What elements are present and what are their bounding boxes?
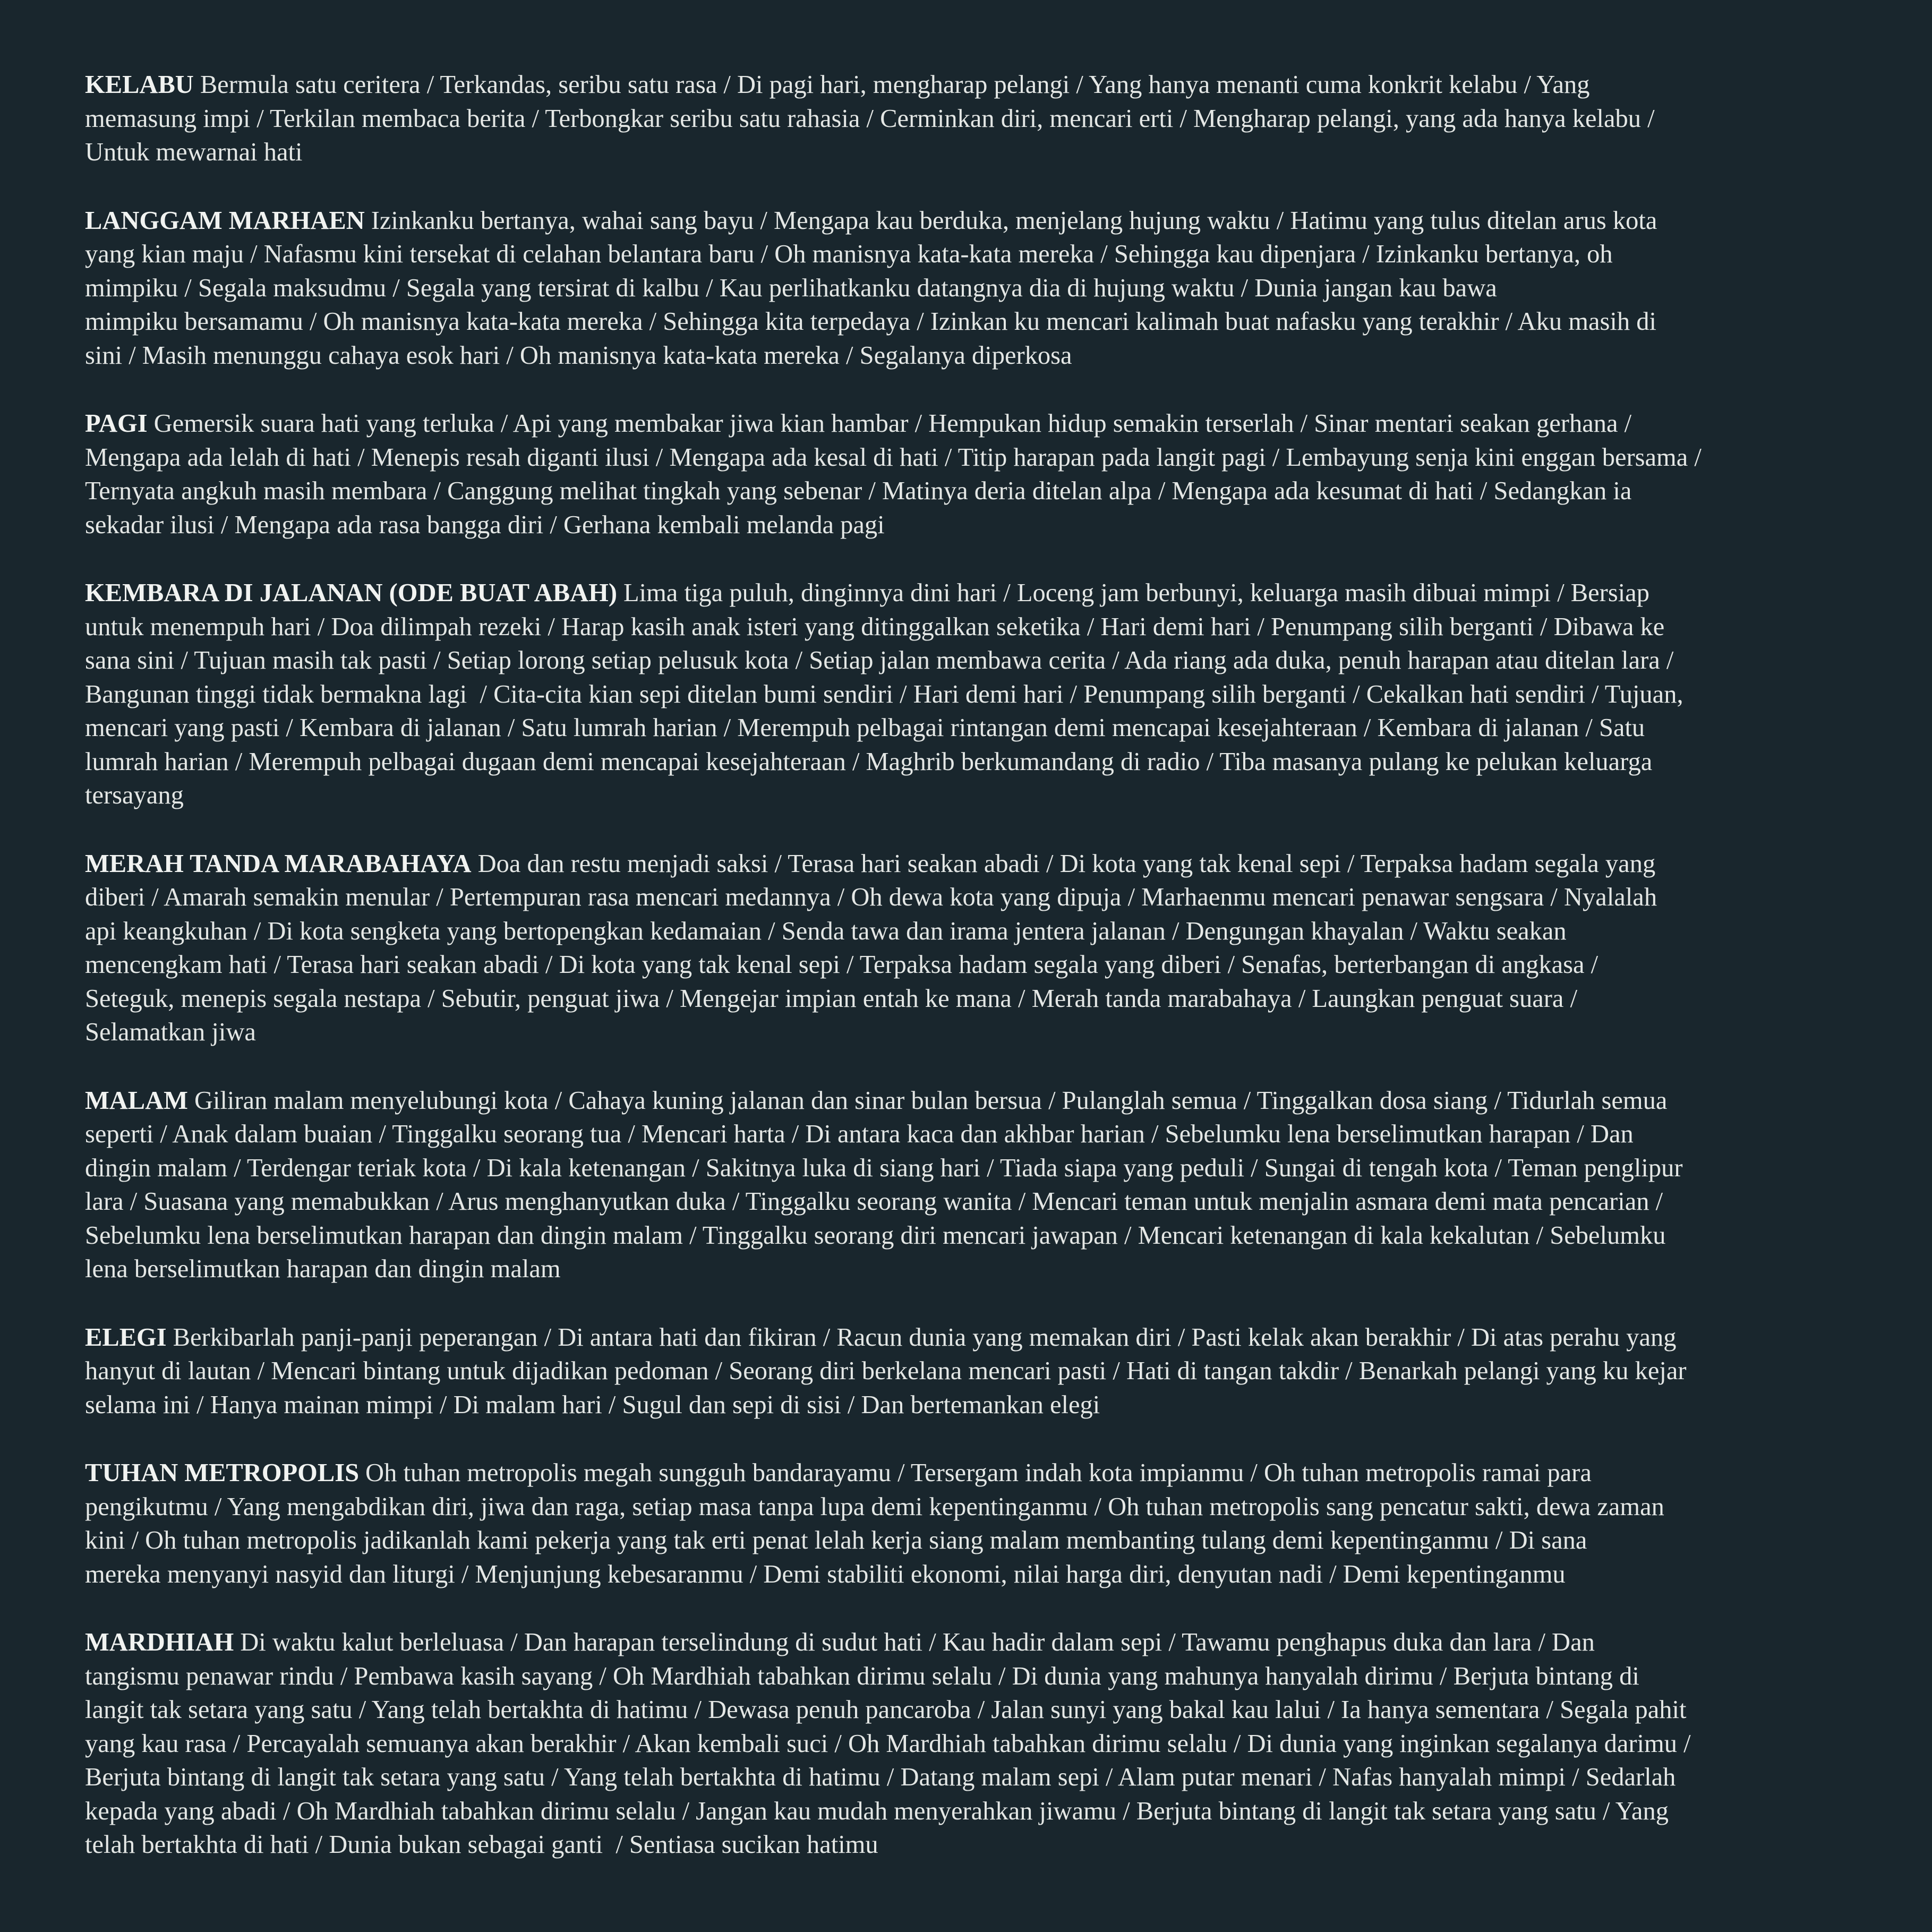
lyric-line: Doa dan restu menjadi saksi / Terasa hari seakan abadi / Di kota yang tak kenal sepi / Terpaksa hadam segala yang <box>477 849 1656 878</box>
lyric-line: Selamatkan jiwa <box>85 1018 256 1046</box>
lyric-line: seperti / Anak dalam buaian / Tinggalku seorang tua / Mencari harta / Di antara kaca dan akhbar harian / Sebelumku lena berselimutkan harapan / Dan <box>85 1120 1634 1148</box>
song-title: TUHAN METROPOLIS <box>85 1459 360 1487</box>
lyric-line: lara / Suasana yang memabukkan / Arus menghanyutkan duka / Tinggalku seorang wanita / Mencari teman untuk menjalin asmara demi mata pencarian / <box>85 1187 1663 1216</box>
song-block <box>85 1456 1880 1591</box>
lyrics-sheet <box>85 68 1880 1896</box>
song-title: MERAH TANDA MARABAHAYA <box>85 849 472 878</box>
lyric-line: tersayang <box>85 781 184 809</box>
lyric-line: untuk menempuh hari / Doa dilimpah rezeki / Harap kasih anak isteri yang ditinggalkan seketika / Hari demi hari / Penumpang silih berganti / Dibawa ke <box>85 612 1665 641</box>
song-title: MALAM <box>85 1086 188 1115</box>
lyric-line: hanyut di lautan / Mencari bintang untuk dijadikan pedoman / Seorang diri berkelana mencari pasti / Hati di tangan takdir / Benarkah pelangi yang ku kejar <box>85 1357 1687 1385</box>
lyric-line: tangismu penawar rindu / Pembawa kasih sayang / Oh Mardhiah tabahkan dirimu selalu / Di dunia yang mahunya hanyalah dirimu / Berjuta bintang di <box>85 1662 1639 1690</box>
song-title: ELEGI <box>85 1323 167 1352</box>
lyric-line: Mengapa ada lelah di hati / Menepis resah diganti ilusi / Mengapa ada kesal di hati / Titip harapan pada langit pagi / Lembayung senja kini enggan bersama / <box>85 443 1702 472</box>
lyric-line: lena berselimutkan harapan dan dingin malam <box>85 1255 561 1283</box>
lyric-line: yang kian maju / Nafasmu kini tersekat di celahan belantara baru / Oh manisnya kata-kata mereka / Sehingga kau dipenjara / Izinkanku bertanya, oh <box>85 240 1613 268</box>
song-block <box>85 68 1880 169</box>
lyric-line: Sebelumku lena berselimutkan harapan dan dingin malam / Tinggalku seorang diri mencari jawapan / Mencari ketenangan di kala kekalutan / Sebelumku <box>85 1221 1666 1250</box>
song-block <box>85 1084 1880 1286</box>
song-block <box>85 407 1880 542</box>
lyric-line: lumrah harian / Merempuh pelbagai dugaan demi mencapai kesejahteraan / Maghrib berkumandang di radio / Tiba masanya pulang ke pelukan keluarga <box>85 747 1653 776</box>
lyric-line: kini / Oh tuhan metropolis jadikanlah kami pekerja yang tak erti penat lelah kerja siang malam membanting tulang demi kepentinganmu / Di sana <box>85 1526 1587 1554</box>
song-title: LANGGAM MARHAEN <box>85 206 365 235</box>
song-block <box>85 204 1880 373</box>
lyric-line: kepada yang abadi / Oh Mardhiah tabahkan dirimu selalu / Jangan kau mudah menyerahkan jiwamu / Berjuta bintang di langit tak setara yang satu / Yang <box>85 1797 1669 1825</box>
lyric-line: Giliran malam menyelubungi kota / Cahaya kuning jalanan dan sinar bulan bersua / Pulanglah semua / Tinggalkan dosa siang / Tidurlah semua <box>194 1086 1668 1115</box>
song-block <box>85 1321 1880 1422</box>
song-block <box>85 1626 1880 1862</box>
lyric-line: Bermula satu ceritera / Terkandas, seribu satu rasa / Di pagi hari, mengharap pelangi / Yang hanya menanti cuma konkrit kelabu / Yang <box>200 71 1590 99</box>
lyric-line: yang kau rasa / Percayalah semuanya akan berakhir / Akan kembali suci / Oh Mardhiah tabahkan dirimu selalu / Di dunia yang inginkan segalanya darimu / <box>85 1729 1691 1758</box>
lyric-line: Berkibarlah panji-panji peperangan / Di antara hati dan fikiran / Racun dunia yang memakan diri / Pasti kelak akan berakhir / Di atas perahu yang <box>173 1323 1677 1352</box>
lyric-line: Lima tiga puluh, dinginnya dini hari / Loceng jam berbunyi, keluarga masih dibuai mimpi / Bersiap <box>623 579 1649 607</box>
lyric-line: Berjuta bintang di langit tak setara yang satu / Yang telah bertakhta di hatimu / Datang malam sepi / Alam putar menari / Nafas hanyalah mimpi / Sedarlah <box>85 1763 1676 1791</box>
lyric-line: Gemersik suara hati yang terluka / Api yang membakar jiwa kian hambar / Hempukan hidup semakin terserlah / Sinar mentari seakan gerhana / <box>153 409 1632 438</box>
lyric-line: telah bertakhta di hati / Dunia bukan sebagai ganti / Sentiasa sucikan hatimu <box>85 1831 878 1859</box>
lyric-line: pengikutmu / Yang mengabdikan diri, jiwa dan raga, setiap masa tanpa lupa demi kepentinganmu / Oh tuhan metropolis sang pencatur sakti, dewa zaman <box>85 1492 1664 1521</box>
lyric-line: langit tak setara yang satu / Yang telah bertakhta di hatimu / Dewasa penuh pancaroba / Jalan sunyi yang bakal kau lalui / Ia hanya sementara / Segala pahit <box>85 1696 1687 1724</box>
lyric-line: mimpiku bersamamu / Oh manisnya kata-kata mereka / Sehingga kita terpedaya / Izinkan ku mencari kalimah buat nafasku yang terakhir / Aku masih di <box>85 307 1656 336</box>
song-title: KEMBARA DI JALANAN (ODE BUAT ABAH) <box>85 579 617 607</box>
lyric-line: mimpiku / Segala maksudmu / Segala yang tersirat di kalbu / Kau perlihatkanku datangnya dia di hujung waktu / Dunia jangan kau bawa <box>85 273 1497 302</box>
lyric-line: Untuk mewarnai hati <box>85 138 303 166</box>
lyric-line: memasung impi / Terkilan membaca berita / Terbongkar seribu satu rahasia / Cerminkan diri, mencari erti / Mengharap pelangi, yang ada hanya kelabu / <box>85 104 1655 133</box>
lyric-line: Seteguk, menepis segala nestapa / Sebutir, penguat jiwa / Mengejar impian entah ke mana / Merah tanda marabahaya / Laungkan penguat suara / <box>85 984 1578 1013</box>
song-title: MARDHIAH <box>85 1628 234 1656</box>
lyric-line: api keangkuhan / Di kota sengketa yang bertopengkan kedamaian / Senda tawa dan irama jentera jalanan / Dengungan khayalan / Waktu seakan <box>85 917 1567 945</box>
lyric-line: diberi / Amarah semakin menular / Pertempuran rasa mencari medannya / Oh dewa kota yang dipuja / Marhaenmu mencari penawar sengsara / Nyalalah <box>85 883 1657 911</box>
song-title: KELABU <box>85 71 194 99</box>
lyric-line: Izinkanku bertanya, wahai sang bayu / Mengapa kau berduka, menjelang hujung waktu / Hatimu yang tulus ditelan arus kota <box>371 206 1657 235</box>
lyric-line: dingin malam / Terdengar teriak kota / Di kala ketenangan / Sakitnya luka di siang hari / Tiada siapa yang peduli / Sungai di tengah kota / Teman penglipur <box>85 1153 1683 1182</box>
lyric-line: Di waktu kalut berleluasa / Dan harapan terselindung di sudut hati / Kau hadir dalam sepi / Tawamu penghapus duka dan lara / Dan <box>240 1628 1595 1656</box>
lyric-line: Ternyata angkuh masih membara / Canggung melihat tingkah yang sebenar / Matinya deria ditelan alpa / Mengapa ada kesumat di hati / Sedangkan ia <box>85 477 1632 505</box>
lyric-line: mereka menyanyi nasyid dan liturgi / Menjunjung kebesaranmu / Demi stabiliti ekonomi, nilai harga diri, denyutan nadi / Demi kepentinganmu <box>85 1560 1566 1588</box>
lyric-line: Oh tuhan metropolis megah sungguh bandarayamu / Tersergam indah kota impianmu / Oh tuhan metropolis ramai para <box>365 1459 1592 1487</box>
song-block <box>85 847 1880 1049</box>
lyric-line: mencengkam hati / Terasa hari seakan abadi / Di kota yang tak kenal sepi / Terpaksa hadam segala yang diberi / Senafas, berterbangan di angkasa / <box>85 951 1598 979</box>
lyric-line: sini / Masih menunggu cahaya esok hari / Oh manisnya kata-kata mereka / Segalanya diperkosa <box>85 341 1072 370</box>
lyric-line: sekadar ilusi / Mengapa ada rasa bangga diri / Gerhana kembali melanda pagi <box>85 510 885 539</box>
lyric-line: selama ini / Hanya mainan mimpi / Di malam hari / Sugul dan sepi di sisi / Dan bertemankan elegi <box>85 1390 1100 1419</box>
lyric-line: sana sini / Tujuan masih tak pasti / Setiap lorong setiap pelusuk kota / Setiap jalan membawa cerita / Ada riang ada duka, penuh harapan atau ditelan lara / <box>85 646 1674 674</box>
lyric-line: mencari yang pasti / Kembara di jalanan / Satu lumrah harian / Merempuh pelbagai rintangan demi mencapai kesejahteraan / Kembara di jalanan / Satu <box>85 714 1645 742</box>
song-title: PAGI <box>85 409 148 438</box>
song-block <box>85 576 1880 813</box>
lyric-line: Bangunan tinggi tidak bermakna lagi / Cita-cita kian sepi ditelan bumi sendiri / Hari demi hari / Penumpang silih berganti / Cekalkan hati sendiri / Tujuan, <box>85 680 1683 708</box>
